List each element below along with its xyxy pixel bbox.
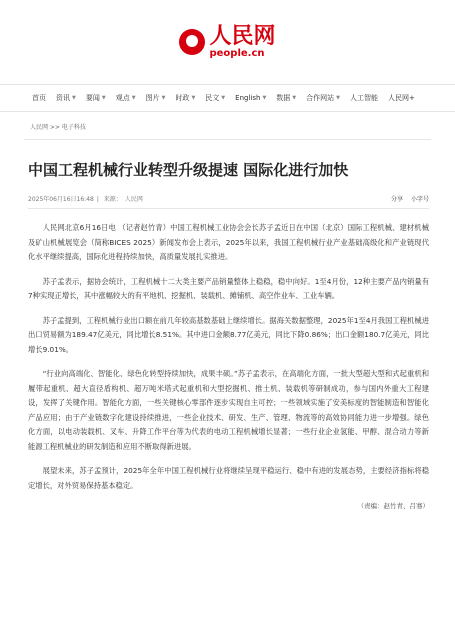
nav-item-data[interactable]: 数据 ▼ — [276, 94, 297, 102]
nav-item-partners[interactable]: 合作网站 ▼ — [306, 94, 341, 102]
nav-item-politics[interactable]: 时政 ▼ — [175, 94, 196, 102]
chevron-down-icon: ▼ — [191, 95, 196, 101]
chevron-down-icon: ▼ — [131, 95, 136, 101]
logo-en-text: people.cn — [209, 48, 265, 59]
chevron-down-icon: ▼ — [292, 95, 297, 101]
site-logo[interactable] — [179, 25, 275, 59]
nav-item-news[interactable]: 资讯 ▼ — [56, 94, 76, 102]
article-source[interactable]: 人民网 — [124, 196, 143, 203]
meta-divider — [28, 208, 429, 209]
breadcrumb[interactable]: 人民网 >> 电子科技 — [30, 124, 86, 131]
chevron-down-icon: ▼ — [101, 95, 106, 101]
article-meta: 2025年06月16日16:48 | 来源： 人民网 分享 小字号 — [28, 196, 429, 203]
article-body — [28, 221, 429, 510]
source-label: 来源： — [103, 196, 122, 203]
logo-mark-icon — [179, 29, 205, 55]
nav-item-english[interactable]: English ▼ — [235, 94, 267, 102]
article-title: 中国工程机械行业转型升级提速 国际化进行加快 — [28, 161, 349, 179]
nav-item-home[interactable]: 首页 — [32, 94, 46, 102]
article-editor: （责编：赵竹青、吕骞） — [357, 502, 429, 510]
nav-item-minority[interactable]: 民文 ▼ — [205, 94, 226, 102]
article-paragraph: “行业向高端化、智能化、绿色化转型持续加快，成果丰硕。”苏子孟表示，在高端化方面，一批大型超大型和式起重机和履带起重机、超大直径盾构机、超万吨米塔式起重机和大型挖掘机、推土机、装载机等研制成功，参与国内外重大工程建设，发挥了关键作用。智能化方面，一些关键核心零部件逐步实现自主可控；一些领域实施了安美标度的智能制造和智能化产品应用；由于产业链数字化建设持续推进，一些企业技术、研发、生产、管理、物流等的高效协同能力进一步增强。绿色化方面，以电动装载机、叉车、升降工作平台等为代表的电动工程机械增长显著；一些行业企业氢能、甲醇、混合动力等新能源工程机械业的研发制造和应用不断取得新进展。 — [28, 369, 429, 451]
chevron-down-icon: ▼ — [221, 95, 226, 101]
font-size-button[interactable]: 小字号 — [410, 196, 429, 203]
nav-item-photos[interactable]: 图片 ▼ — [145, 94, 166, 102]
article-paragraph: 苏子孟表示，据协会统计，工程机械十二大类主要产品销量整体上稳稳，稳中向好。1至4月份，12种主要产品内销量有7种实现正增长，其中涨幅较大的有平地机、挖掘机、装载机、摊铺机、高空作业车、工业车辆。 — [28, 276, 429, 300]
article-paragraph: 人民网北京6月16日电 （记者赵竹青）中国工程机械工业协会会长苏子孟近日在中国（北京）国际工程机械、建材机械及矿山机械展览会（简称BICES 2025）新闻发布会上表示，2025年以来，我国工程机械行业产业基础高级化和产业链现代化水平继续提高，国际化进程持续加快，高质量发展扎实推进。 — [28, 223, 429, 261]
chevron-down-icon: ▼ — [161, 95, 166, 101]
chevron-down-icon: ▼ — [336, 95, 341, 101]
nav-item-headlines[interactable]: 要闻 ▼ — [85, 94, 106, 102]
main-nav — [0, 84, 455, 112]
chevron-down-icon: ▼ — [262, 95, 267, 101]
article-paragraph: 苏子孟提到，工程机械行业出口额在前几年较高基数基础上继续增长。据海关数据整理，2025年1至4月我国工程机械进出口贸易额为189.47亿美元，同比增长8.51%。其中进口金额8.77亿美元，同比下降0.86%；出口金额180.7亿美元，同比增长9.01%。 — [28, 315, 429, 354]
breadcrumb-divider — [24, 139, 431, 140]
article-date: 2025年06月16日16:48 — [28, 196, 94, 203]
nav-item-opinion[interactable]: 观点 ▼ — [115, 94, 136, 102]
nav-item-people-plus[interactable]: 人民网+ — [388, 94, 415, 102]
article-paragraph: 展望未来，苏子孟预计，2025年全年中国工程机械行业将继续呈现平稳运行、稳中有进的发展态势，主要经济指标将稳定增长，对外贸易保持基本稳定。 — [28, 466, 429, 490]
nav-item-ai[interactable]: 人工智能 — [350, 94, 379, 102]
logo-cn-text: 人民网 — [209, 23, 276, 49]
site-header — [0, 0, 455, 84]
share-button[interactable]: 分享 — [390, 196, 403, 203]
chevron-down-icon: ▼ — [72, 95, 76, 101]
